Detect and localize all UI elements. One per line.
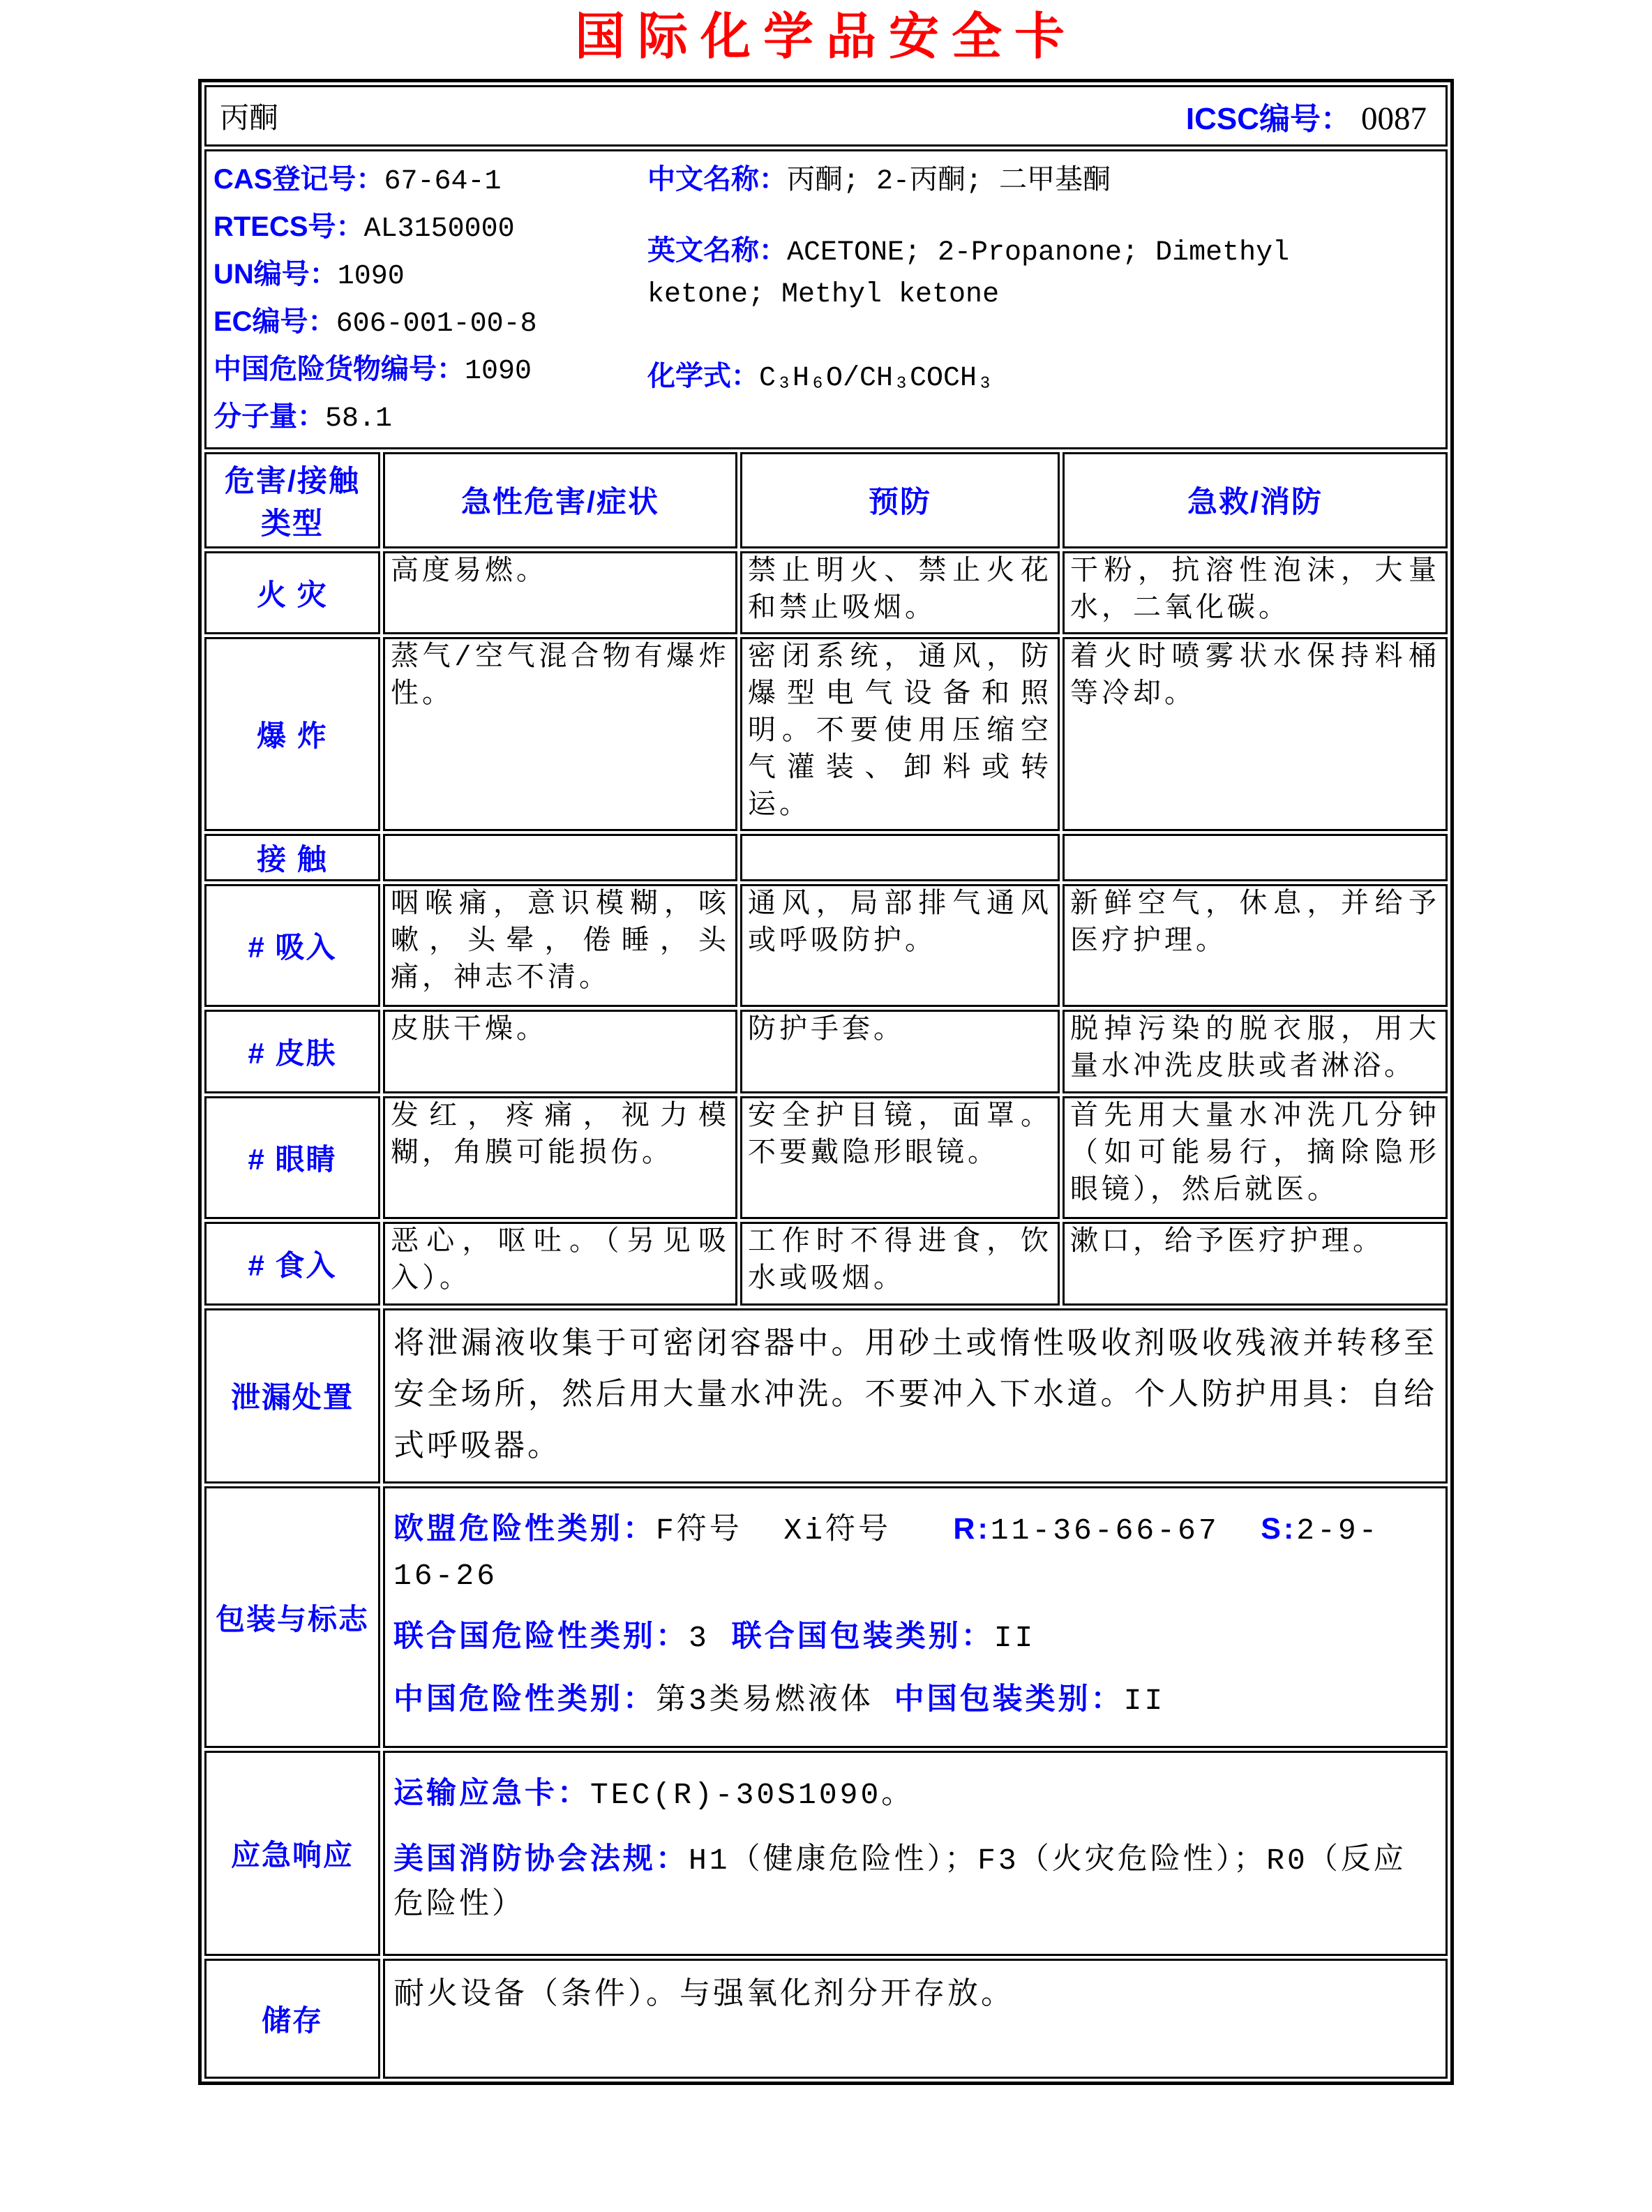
cas-label: CAS登记号： [213,163,384,195]
china-class-value: 第3类易燃液体 [655,1683,894,1718]
identifier-list [213,157,647,442]
hazard-row-inhalation [204,884,1448,1007]
info-row [204,149,1448,449]
chinese-name-label: 中文名称： [647,163,787,195]
icsc-card [198,79,1454,2085]
s-phrases-value: 2-9-16-26 [393,1514,1380,1593]
explosion-symptoms: 蒸气/空气混合物有爆炸性。 [383,637,737,831]
eyes-response: 首先用大量水冲洗几分钟（如可能易行，摘除隐形眼镜），然后就医。 [1062,1096,1448,1219]
contact-response [1062,834,1448,881]
molweight-value: 58.1 [324,403,392,435]
packaging-line-un [393,1614,1437,1661]
identifier-row-un [213,252,647,299]
info-cell [204,149,1448,449]
section-label-spill: 泄漏处置 [204,1308,380,1484]
hazard-row-skin [204,1010,1448,1093]
row-label-eyes: # 眼睛 [204,1096,380,1219]
names-block [647,157,1439,442]
un-class-label: 联合国危险性类别： [393,1620,689,1654]
ec-label: EC编号： [213,306,336,337]
icsc-number-group [1186,94,1427,138]
row-label-inhalation: # 吸入 [204,884,380,1007]
china-pack-label: 中国包装类别： [894,1682,1124,1716]
rtecs-value: AL3150000 [363,213,515,245]
chinese-name-row [647,157,1439,204]
r-phrases-value: 11-36-66-67 [990,1514,1261,1548]
emergency-line-nfpa [393,1837,1437,1929]
explosion-response: 着火时喷雾状水保持料桶等冷却。 [1062,637,1448,831]
formula-row [647,354,1439,401]
emergency-content [383,1751,1448,1956]
english-name-row [647,231,1394,315]
section-label-storage: 储存 [204,1959,380,2079]
storage-content: 耐火设备（条件）。与强氧化剂分开存放。 [383,1959,1448,2079]
section-row-emergency [204,1751,1448,1956]
skin-response: 脱掉污染的脱衣服，用大量水冲洗皮肤或者淋浴。 [1062,1010,1448,1093]
hazard-row-explosion [204,637,1448,831]
identifier-row-molweight [213,394,647,442]
spill-content: 将泄漏液收集于可密闭容器中。用砂土或惰性吸收剂吸收残液并转移至安全场所，然后用大量水冲洗。不要冲入下水道。个人防护用具：自给式呼吸器。 [383,1308,1448,1484]
packaging-content [383,1486,1448,1748]
identifier-row-china-dg [213,347,647,394]
un-class-value: 3 [688,1621,709,1656]
un-value: 1090 [337,260,405,292]
eyes-symptoms: 发红，疼痛，视力模糊，角膜可能损伤。 [383,1096,737,1219]
ingestion-prevention: 工作时不得进食，饮水或吸烟。 [740,1222,1060,1306]
hazard-row-eyes [204,1096,1448,1219]
section-label-emergency: 应急响应 [204,1751,380,1956]
tec-card-value: TEC(R)-30S1090。 [590,1778,915,1813]
page-title: 国际化学品安全卡 [574,9,1077,65]
nfpa-value: H1（健康危险性）；F3（火灾危险性）；R0（反应危险性） [393,1843,1406,1923]
card-header-row [204,85,1448,147]
contact-prevention [740,834,1060,881]
section-row-spill [204,1308,1448,1484]
hazard-header-prevention: 预防 [740,452,1060,548]
icsc-number-label: ICSC编号： [1185,101,1351,136]
hazard-header-symptoms: 急性危害/症状 [383,452,737,548]
row-label-contact: 接 触 [204,834,380,881]
skin-symptoms: 皮肤干燥。 [383,1010,737,1093]
card-header-cell [204,85,1448,147]
icsc-number-value: 0087 [1361,100,1427,137]
section-row-packaging [204,1486,1448,1748]
contact-symptoms [383,834,737,881]
english-name-label: 英文名称： [647,234,787,266]
chinese-name-value: 丙酮; 2-丙酮; 二甲基酮 [786,165,1111,197]
rtecs-label: RTECS号： [213,211,364,242]
hazard-row-fire [204,551,1448,635]
fire-symptoms: 高度易燃。 [383,551,737,635]
china-dg-value: 1090 [464,355,532,387]
china-class-label: 中国危险性类别： [393,1682,656,1716]
un-label: UN编号： [213,258,338,290]
identifier-row-rtecs [213,204,647,252]
fire-prevention: 禁止明火、禁止火花和禁止吸烟。 [740,551,1060,635]
china-pack-value: II [1123,1683,1166,1718]
hazard-row-ingestion [204,1222,1448,1306]
cas-value: 67-64-1 [384,165,502,197]
hazard-header-row [204,452,1448,548]
packaging-line-china [393,1677,1437,1724]
inhalation-prevention: 通风，局部排气通风或呼吸防护。 [740,884,1060,1007]
formula-label: 化学式： [647,360,759,391]
formula-value: C₃H₆O/CH₃COCH₃ [758,362,994,394]
hazard-header-type: 危害/接触类型 [204,452,380,548]
row-label-fire: 火 灾 [204,551,380,635]
eu-class-value: F符号 Xi符号 [655,1514,954,1548]
ec-value: 606-001-00-8 [336,308,537,340]
inhalation-symptoms: 咽喉痛，意识模糊，咳嗽，头晕，倦睡，头痛，神志不清。 [383,884,737,1007]
un-pack-value: II [993,1621,1036,1656]
eyes-prevention: 安全护目镜，面罩。不要戴隐形眼镜。 [740,1096,1060,1219]
molweight-label: 分子量： [213,401,325,432]
row-label-skin: # 皮肤 [204,1010,380,1093]
r-phrases-label: R: [953,1512,991,1546]
nfpa-label: 美国消防协会法规： [393,1841,689,1876]
skin-prevention: 防护手套。 [740,1010,1060,1093]
identifier-row-cas [213,157,647,204]
substance-name: 丙酮 [219,103,278,137]
fire-response: 干粉，抗溶性泡沫，大量水，二氧化碳。 [1062,551,1448,635]
inhalation-response: 新鲜空气，休息，并给予医疗护理。 [1062,884,1448,1007]
eu-class-label: 欧盟危险性类别： [393,1512,656,1546]
section-label-packaging: 包装与标志 [204,1486,380,1748]
english-name-value: ACETONE; 2-Propanone; Dimethyl ketone; Methyl ketone [647,237,1307,311]
ingestion-symptoms: 恶心，呕吐。（另见吸入）。 [383,1222,737,1306]
hazard-header-response: 急救/消防 [1062,452,1448,548]
section-row-storage [204,1959,1448,2079]
row-label-explosion: 爆 炸 [204,637,380,831]
emergency-line-tec [393,1771,1437,1818]
explosion-prevention: 密闭系统，通风，防爆型电气设备和照明。不要使用压缩空气灌装、卸料或转运。 [740,637,1060,831]
row-label-ingestion: # 食入 [204,1222,380,1306]
s-phrases-label: S: [1261,1512,1297,1546]
china-dg-label: 中国危险货物编号： [213,353,465,384]
identifier-row-ec [213,299,647,347]
un-pack-label: 联合国包装类别： [709,1620,994,1654]
packaging-line-eu [393,1507,1437,1599]
ingestion-response: 漱口，给予医疗护理。 [1062,1222,1448,1306]
tec-card-label: 运输应急卡： [393,1777,590,1811]
hazard-row-contact [204,834,1448,881]
